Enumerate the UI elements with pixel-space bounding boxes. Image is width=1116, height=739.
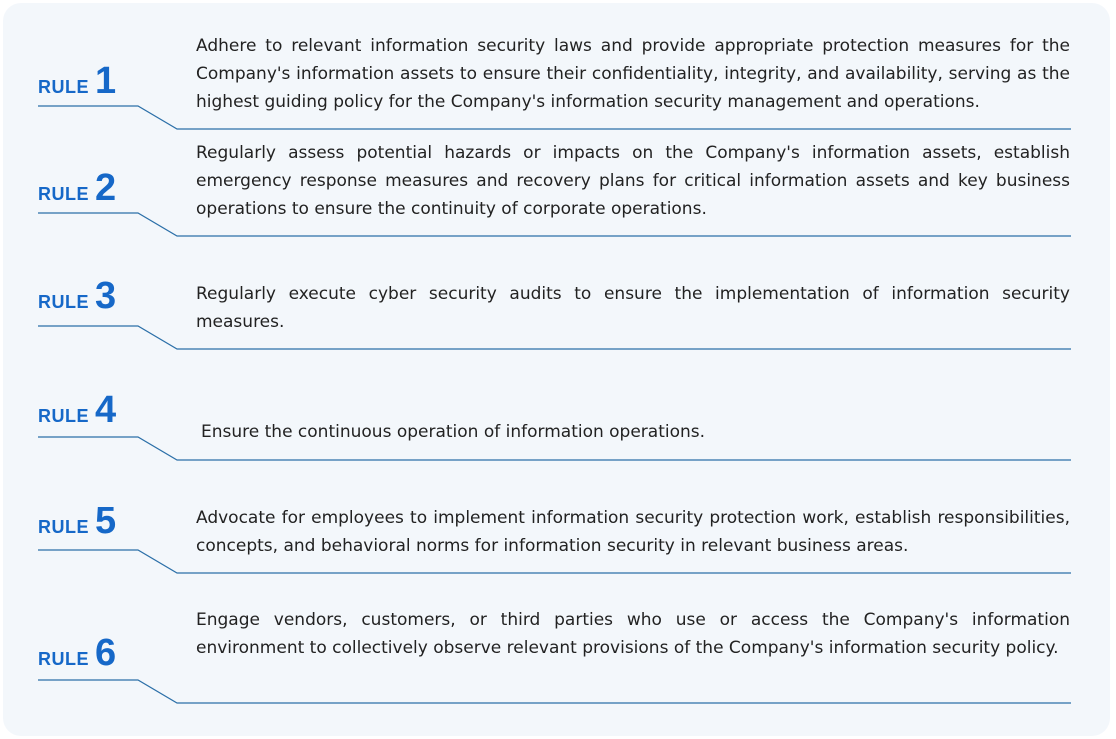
rule-text: Advocate for employees to implement information security protection work, establish responsibilities, concepts, and behavioral norms for information security in relevant business areas. xyxy=(196,508,1070,556)
rule-number: 3 xyxy=(95,275,117,317)
rule-number: 2 xyxy=(95,167,117,209)
rule-number: 4 xyxy=(95,389,117,431)
rule-word: RULE xyxy=(38,184,89,204)
rule-word: RULE xyxy=(38,517,89,537)
rule-text: Adhere to relevant information security laws and provide appropriate protection measures for the Company's information assets to ensure their confidentiality, integrity, and availability, serving as the highest guiding policy for the Company's information security management and operations. xyxy=(196,36,1070,112)
rule-text: Ensure the continuous operation of information operations. xyxy=(201,422,706,442)
rule-word: RULE xyxy=(38,77,89,97)
rule-word: RULE xyxy=(38,649,89,669)
rule-text: Regularly assess potential hazards or impacts on the Company's information assets, establish emergency response measures and recovery plans for critical information assets and key business operations to ensure the continuity of corporate operations. xyxy=(196,143,1070,219)
rule-number: 5 xyxy=(95,500,117,542)
rule-number: 1 xyxy=(95,60,117,102)
rule-text: Engage vendors, customers, or third parties who use or access the Company's information environment to collectively observe relevant provisions of the Company's information security policy. xyxy=(196,610,1070,658)
rule-word: RULE xyxy=(38,292,89,312)
rule-number: 6 xyxy=(95,632,117,674)
rule-text: Regularly execute cyber security audits to ensure the implementation of information security measures. xyxy=(196,284,1070,332)
rule-word: RULE xyxy=(38,406,89,426)
